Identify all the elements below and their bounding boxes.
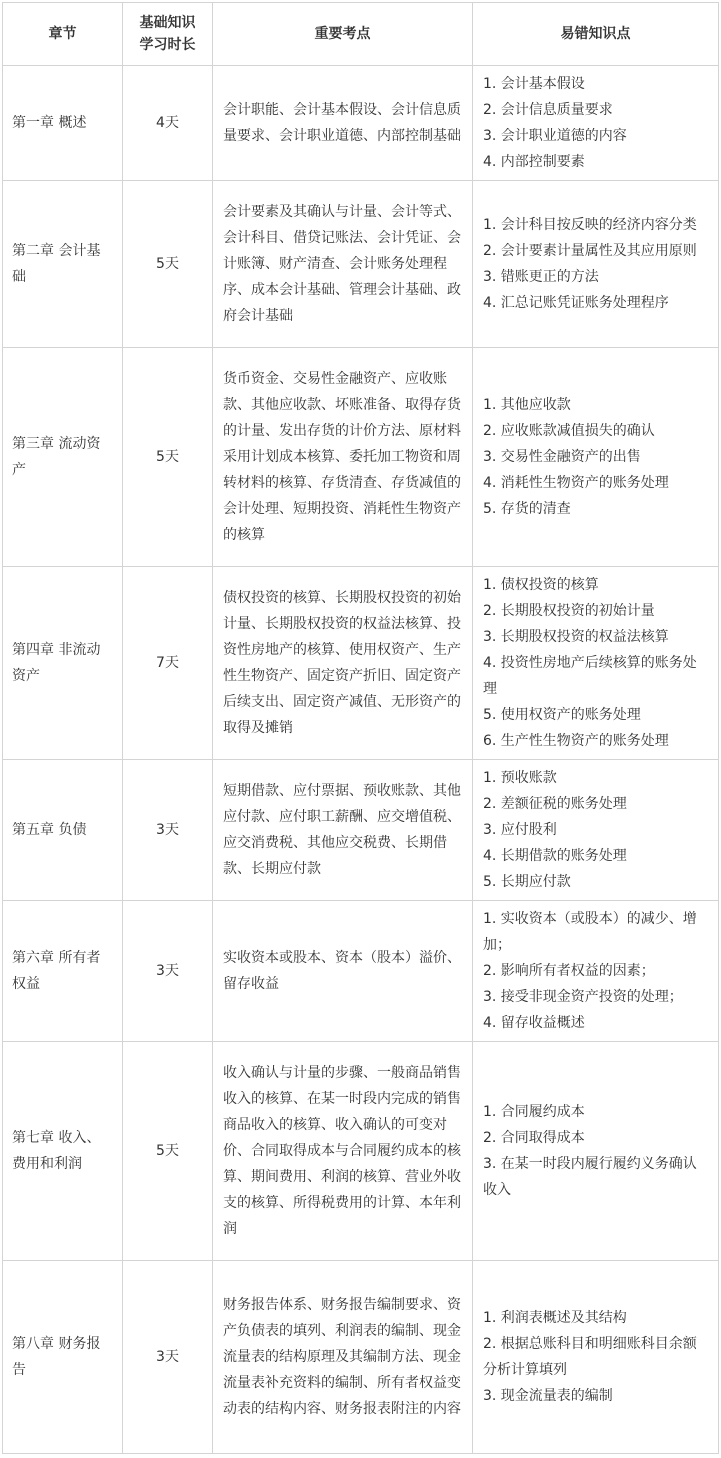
chapter-cell: 第八章 财务报告	[3, 1261, 123, 1454]
days-cell: 5天	[123, 181, 213, 348]
header-study-duration-label: 基础知识学习时长	[139, 15, 196, 53]
error-point-item: 4. 消耗性生物资产的账务处理	[483, 475, 669, 491]
error-point-item: 1. 合同履约成本	[483, 1104, 585, 1120]
error-point-item: 4. 投资性房地产后续核算的账务处理	[483, 655, 697, 697]
table-row	[3, 567, 719, 760]
days-cell: 3天	[123, 1261, 213, 1454]
table-row	[3, 1042, 719, 1261]
chapter-cell: 第三章 流动资产	[3, 348, 123, 567]
key-points-cell: 会计要素及其确认与计量、会计等式、会计科目、借贷记账法、会计凭证、会计账簿、财产清查、会计账务处理程序、成本会计基础、管理会计基础、政府会计基础	[213, 181, 473, 348]
error-point-item: 2. 差额征税的账务处理	[483, 796, 627, 812]
header-row	[3, 3, 719, 66]
error-point-item: 2. 根据总账科目和明细账科目余额分析计算填列	[483, 1336, 697, 1378]
study-plan-table	[2, 2, 719, 1454]
header-chapter: 章节	[3, 3, 123, 66]
error-point-item: 3. 会计职业道德的内容	[483, 128, 627, 144]
error-point-item: 1. 其他应收款	[483, 397, 571, 413]
error-points-cell	[473, 901, 719, 1042]
error-point-item: 2. 应收账款减值损失的确认	[483, 423, 655, 439]
error-point-item: 3. 交易性金融资产的出售	[483, 449, 641, 465]
error-points-cell	[473, 1042, 719, 1261]
header-error-points: 易错知识点	[473, 3, 719, 66]
days-cell: 3天	[123, 901, 213, 1042]
error-point-item: 3. 长期股权投资的权益法核算	[483, 629, 669, 645]
error-point-item: 6. 生产性生物资产的账务处理	[483, 733, 669, 749]
error-points-cell	[473, 760, 719, 901]
error-point-item: 3. 应付股利	[483, 822, 557, 838]
chapter-cell: 第六章 所有者权益	[3, 901, 123, 1042]
error-points-cell	[473, 348, 719, 567]
error-point-item: 5. 长期应付款	[483, 874, 571, 890]
error-point-item: 1. 预收账款	[483, 770, 557, 786]
days-cell: 3天	[123, 760, 213, 901]
error-points-cell	[473, 1261, 719, 1454]
error-points-cell	[473, 181, 719, 348]
days-cell: 7天	[123, 567, 213, 760]
table-row	[3, 66, 719, 181]
error-point-item: 4. 汇总记账凭证账务处理程序	[483, 295, 669, 311]
error-point-item: 3. 错账更正的方法	[483, 269, 599, 285]
chapter-cell: 第二章 会计基础	[3, 181, 123, 348]
table-row	[3, 1261, 719, 1454]
chapter-cell: 第四章 非流动资产	[3, 567, 123, 760]
table-row	[3, 348, 719, 567]
error-point-item: 4. 内部控制要素	[483, 154, 585, 170]
key-points-cell: 短期借款、应付票据、预收账款、其他应付款、应付职工薪酬、应交增值税、应交消费税、其他应交税费、长期借款、长期应付款	[213, 760, 473, 901]
error-point-item: 2. 会计要素计量属性及其应用原则	[483, 243, 697, 259]
error-point-item: 4. 长期借款的账务处理	[483, 848, 627, 864]
table-row	[3, 181, 719, 348]
days-cell: 5天	[123, 1042, 213, 1261]
error-point-item: 3. 现金流量表的编制	[483, 1388, 613, 1404]
header-key-points: 重要考点	[213, 3, 473, 66]
key-points-cell: 货币资金、交易性金融资产、应收账款、其他应收款、坏账准备、取得存货的计量、发出存货的计价方法、原材料采用计划成本核算、委托加工物资和周转材料的核算、存货清查、存货减值的会计处理、短期投资、消耗性生物资产的核算	[213, 348, 473, 567]
key-points-cell: 实收资本或股本、资本（股本）溢价、留存收益	[213, 901, 473, 1042]
error-point-item: 2. 会计信息质量要求	[483, 102, 613, 118]
table-row	[3, 760, 719, 901]
key-points-cell: 财务报告体系、财务报告编制要求、资产负债表的填列、利润表的编制、现金流量表的结构原理及其编制方法、现金流量表补充资料的编制、所有者权益变动表的结构内容、财务报表附注的内容	[213, 1261, 473, 1454]
error-point-item: 2. 长期股权投资的初始计量	[483, 603, 655, 619]
error-points-cell	[473, 66, 719, 181]
key-points-cell: 债权投资的核算、长期股权投资的初始计量、长期股权投资的权益法核算、投资性房地产的核算、使用权资产、生产性生物资产、固定资产折旧、固定资产后续支出、固定资产减值、无形资产的取得及摊销	[213, 567, 473, 760]
key-points-cell: 会计职能、会计基本假设、会计信息质量要求、会计职业道德、内部控制基础	[213, 66, 473, 181]
table-row	[3, 901, 719, 1042]
error-point-item: 1. 债权投资的核算	[483, 577, 599, 593]
error-point-item: 5. 存货的清查	[483, 501, 571, 517]
chapter-cell: 第五章 负债	[3, 760, 123, 901]
chapter-cell: 第一章 概述	[3, 66, 123, 181]
error-point-item: 2. 影响所有者权益的因素；	[483, 963, 655, 979]
chapter-cell: 第七章 收入、费用和利润	[3, 1042, 123, 1261]
error-point-item: 3. 接受非现金资产投资的处理；	[483, 989, 683, 1005]
error-point-item: 4. 留存收益概述	[483, 1015, 585, 1031]
error-point-item: 1. 会计科目按反映的经济内容分类	[483, 217, 697, 233]
error-point-item: 1. 会计基本假设	[483, 76, 585, 92]
key-points-cell: 收入确认与计量的步骤、一般商品销售收入的核算、在某一时段内完成的销售商品收入的核算、收入确认的可变对价、合同取得成本与合同履约成本的核算、期间费用、利润的核算、营业外收支的核算、所得税费用的计算、本年利润	[213, 1042, 473, 1261]
error-point-item: 2. 合同取得成本	[483, 1130, 585, 1146]
error-points-cell	[473, 567, 719, 760]
error-point-item: 5. 使用权资产的账务处理	[483, 707, 641, 723]
error-point-item: 1. 实收资本（或股本）的减少、增加；	[483, 911, 697, 953]
error-point-item: 1. 利润表概述及其结构	[483, 1310, 627, 1326]
days-cell: 5天	[123, 348, 213, 567]
days-cell: 4天	[123, 66, 213, 181]
header-study-duration	[123, 3, 213, 66]
error-point-item: 3. 在某一时段内履行履约义务确认收入	[483, 1156, 697, 1198]
